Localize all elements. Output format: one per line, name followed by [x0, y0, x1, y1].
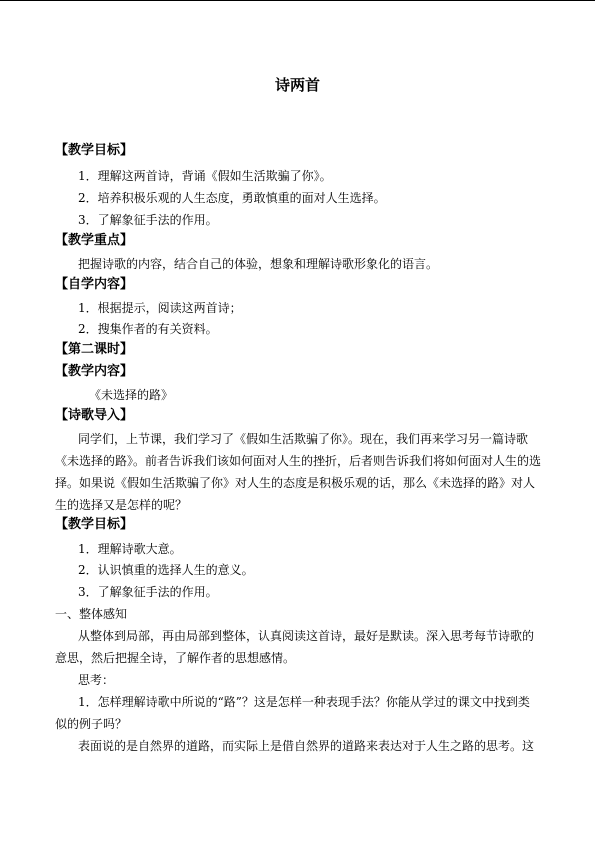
paragraph-line: 把握诗歌的内容，结合自己的体验，想象和理解诗歌形象化的语言。: [78, 257, 439, 271]
list-item: 3．了解象征手法的作用。: [78, 213, 218, 227]
page-title: 诗两首: [274, 76, 320, 94]
list-item: 1．理解这两首诗，背诵《假如生活欺骗了你》。: [78, 169, 332, 183]
section-heading: 【自学内容】: [55, 277, 134, 292]
section-heading: 【诗歌导入】: [55, 408, 134, 423]
paragraph-line: 《未选择的路》: [89, 388, 174, 402]
paragraph-line: 择。如果说《假如生活欺骗了你》对人生的态度是积极乐观的话，那么《未选择的路》对人: [55, 476, 536, 490]
paragraph-line: 生的选择又是怎样的呢？: [55, 498, 188, 512]
list-item: 1．理解诗歌大意。: [78, 542, 182, 556]
list-item: 2．认识慎重的选择人生的意义。: [78, 563, 254, 577]
paragraph-line: 似的例子吗？: [55, 717, 128, 731]
section-heading: 【教学重点】: [55, 233, 134, 248]
list-item: 2．培养积极乐观的人生态度，勇敢慎重的面对人生选择。: [78, 191, 386, 205]
section-subheading: 一、整体感知: [55, 607, 128, 621]
paragraph-line: 表面说的是自然界的道路，而实际上是借自然界的道路来表达对于人生之路的思考。这: [78, 739, 535, 753]
section-heading: 【第二课时】: [55, 342, 134, 357]
list-item: 3．了解象征手法的作用。: [78, 585, 218, 599]
list-item: 2．搜集作者的有关资料。: [78, 322, 218, 336]
paragraph-line: 《未选择的路》。前者告诉我们该如何面对人生的挫折，后者则告诉我们将如何面对人生的选: [55, 454, 542, 468]
list-item: 1．根据提示，阅读这两首诗；: [78, 301, 242, 315]
paragraph-line: 1．怎样理解诗歌中所说的“路”？这是怎样一种表现手法？你能从学过的课文中找到类: [78, 695, 530, 709]
top-rule: [0, 0, 595, 1]
section-heading: 【教学目标】: [55, 143, 134, 158]
paragraph-line: 同学们，上节课，我们学习了《假如生活欺骗了你》。现在，我们再来学习另一篇诗歌: [78, 432, 529, 446]
paragraph-line: 思考：: [78, 673, 115, 687]
paragraph-line: 意思，然后把握全诗，了解作者的思想感情。: [55, 651, 296, 665]
section-heading: 【教学目标】: [55, 517, 134, 532]
paragraph-line: 从整体到局部，再由局部到整体，认真阅读这首诗，最好是默读。深入思考每节诗歌的: [78, 629, 535, 643]
section-heading: 【教学内容】: [55, 364, 134, 379]
